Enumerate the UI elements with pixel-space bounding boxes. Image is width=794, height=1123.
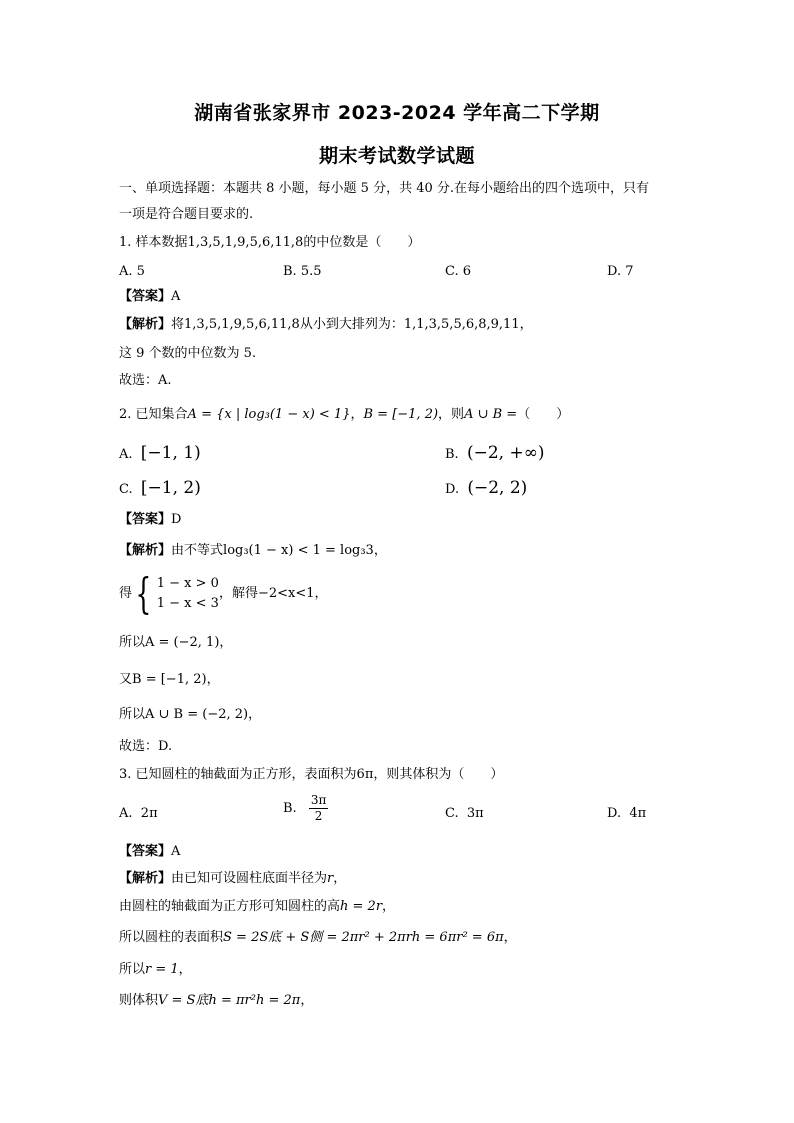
q2-line3-end: ，: [219, 635, 233, 650]
q3-line4-text: 所以: [119, 962, 146, 977]
q2-line4-end: ，: [206, 672, 220, 687]
q3-line2-end: ，: [382, 899, 396, 914]
q3-analysis-line1: [119, 870, 346, 888]
q3-stem-suffix: ，则其体积为（ ）: [373, 767, 504, 782]
exam-title-line1: 湖南省张家界市 2023-2024 学年高二下学期: [194, 102, 600, 124]
q2-line5-math: A ∪ B = (−2, 2): [145, 707, 249, 722]
q3-line4-end: ，: [178, 962, 192, 977]
q2-line5-end: ，: [248, 707, 262, 722]
q3-option-d: [607, 805, 646, 823]
q3-option-a-label: A.: [119, 806, 133, 821]
q2-option-a: [119, 444, 201, 464]
q3-answer: [119, 843, 180, 861]
q2-cases: [157, 574, 219, 614]
q2-line4-math: B = [−1, 2): [132, 672, 207, 687]
q3-line3-math: S = 2S底 + S侧 = 2πr² + 2πrh = 6πr² = 6π: [223, 930, 504, 945]
q3-option-c-value: 3π: [466, 806, 484, 821]
q2-option-d-label: D.: [445, 482, 460, 497]
q2-analysis-math1: log₃(1 − x) < 1 = log₃3: [223, 543, 374, 558]
answer-label: 【答案】: [119, 844, 172, 859]
q3-line3-end: ，: [503, 930, 517, 945]
q1-analysis-text3: ，: [519, 317, 533, 332]
q3-analysis-line5: [119, 992, 313, 1010]
q3-option-a-value: 2π: [140, 806, 158, 821]
analysis-label: 【解析】: [119, 871, 172, 886]
q3-option-a: [119, 805, 158, 823]
q3-option-b: [283, 793, 328, 824]
q2-stem-prefix: 2. 已知集合: [119, 407, 188, 422]
section-heading-line2: 一项是符合题目要求的.: [119, 207, 254, 222]
q2-answer: [119, 511, 181, 529]
q3-option-b-denominator: 2: [314, 809, 323, 823]
q3-stem-math: 6π: [356, 767, 374, 782]
q1-conclusion: 故选：A.: [119, 373, 172, 388]
q3-option-c: [445, 805, 484, 823]
q1-analysis-math1: 1,3,5,1,9,5,6,11,8: [184, 317, 300, 332]
q3-analysis-text1: 由已知可设圆柱底面半径为: [171, 871, 328, 886]
q2-get-suffix-text: ，解得: [218, 586, 258, 601]
q1-option-d: D. 7: [607, 264, 634, 279]
q2-stem: [119, 406, 569, 424]
q2-stem-mid2: ，则: [438, 407, 465, 422]
q3-option-b-fraction: [309, 793, 329, 824]
q3-analysis-line4: [119, 961, 192, 979]
q2-conclusion: 故选：D.: [119, 739, 173, 754]
q3-option-d-value: 4π: [629, 806, 647, 821]
section-heading-line1: 一、单项选择题：本题共 8 小题，每小题 5 分，共 40 分.在每小题给出的四个选项中，只有: [119, 181, 650, 196]
q2-cases-group: [119, 569, 328, 618]
q2-get-suffix-end: ，: [314, 586, 328, 601]
q2-option-b-value: (−2, +∞): [466, 443, 545, 463]
q3-stem: [119, 766, 503, 784]
q1-option-b: B. 5.5: [283, 264, 322, 279]
q2-case2: 1 − x < 3: [156, 596, 219, 611]
q2-stem-mid: ，: [350, 407, 364, 422]
q2-answer-value: D: [171, 512, 182, 527]
q2-option-c: [119, 479, 201, 499]
q2-stem-math: A = {x | log₃(1 − x) < 1}: [187, 407, 351, 422]
q1-stem-prefix: 1. 样本数据: [119, 235, 188, 250]
q3-line5-text: 则体积: [119, 993, 159, 1008]
q1-answer: [119, 288, 180, 306]
q2-option-b: [445, 444, 545, 464]
q2-case1: 1 − x > 0: [156, 576, 219, 591]
q2-line3-math: A = (−2, 1): [145, 635, 220, 650]
q2-option-b-label: B.: [445, 447, 459, 462]
q2-stem-math2: B = [−1, 2): [363, 407, 439, 422]
q3-stem-prefix: 3. 已知圆柱的轴截面为正方形，表面积为: [119, 767, 357, 782]
q2-get-prefix: 得: [119, 586, 133, 601]
q3-line2-text: 由圆柱的轴截面为正方形可知圆柱的高: [119, 899, 341, 914]
q1-option-a: A. 5: [119, 264, 145, 279]
q3-line5-math: V = S底h = πr²h = 2π: [158, 993, 301, 1008]
q1-analysis-text2: 从小到大排列为：: [299, 317, 404, 332]
q3-analysis-line2: [119, 898, 395, 916]
q2-analysis-line1: [119, 542, 387, 560]
q3-answer-value: A: [171, 844, 181, 859]
q2-stem-math3: A ∪ B =: [464, 407, 518, 422]
q3-analysis-text2: ，: [333, 871, 347, 886]
q2-option-a-label: A.: [119, 447, 133, 462]
q1-analysis-line2: 这 9 个数的中位数为 5.: [119, 346, 257, 361]
analysis-label: 【解析】: [119, 543, 172, 558]
q2-option-c-label: C.: [119, 482, 133, 497]
q1-analysis-text1: 将: [171, 317, 185, 332]
q2-analysis-line3: [119, 634, 232, 652]
q1-analysis-math2: 1,1,3,5,5,6,8,9,11: [403, 317, 520, 332]
q2-analysis-line5: [119, 706, 261, 724]
analysis-label: 【解析】: [119, 317, 172, 332]
q3-option-c-label: C.: [445, 806, 459, 821]
brace-symbol: {: [135, 569, 152, 618]
q3-line2-math: h = 2r: [340, 899, 383, 914]
q2-stem-suffix: （ ）: [517, 407, 570, 422]
q2-cases-line: [119, 569, 328, 618]
q2-analysis-line4: [119, 671, 220, 689]
q3-option-b-label: B.: [283, 801, 297, 816]
q3-line5-end: ，: [300, 993, 314, 1008]
q2-option-d-value: (−2, 2): [467, 478, 528, 498]
q1-analysis-line1: [119, 316, 533, 334]
q2-option-a-value: [−1, 1): [140, 443, 201, 463]
q2-line5-text: 所以: [119, 707, 146, 722]
q2-analysis-text2: ，: [373, 543, 387, 558]
q1-stem-suffix: 的中位数是（ ）: [303, 235, 421, 250]
q2-line3-text: 所以: [119, 635, 146, 650]
q2-analysis-text1: 由不等式: [171, 543, 224, 558]
q3-analysis-line3: [119, 929, 517, 947]
q3-option-d-label: D.: [607, 806, 622, 821]
q1-answer-value: A: [171, 289, 181, 304]
q3-option-b-numerator: 3π: [310, 793, 327, 807]
q1-stem-math: 1,3,5,1,9,5,6,11,8: [187, 235, 304, 250]
exam-title-line2: 期末考试数学试题: [318, 145, 475, 167]
q3-line3-text: 所以圆柱的表面积: [119, 930, 224, 945]
q1-stem: [119, 234, 420, 252]
answer-label: 【答案】: [119, 512, 172, 527]
q2-option-c-value: [−1, 2): [140, 478, 201, 498]
answer-label: 【答案】: [119, 289, 172, 304]
q2-get-suffix-math: −2<x<1: [257, 586, 315, 601]
q2-line4-text: 又: [119, 672, 133, 687]
q2-option-d: [445, 479, 527, 499]
q3-analysis-math1: r: [327, 871, 334, 886]
q1-option-c: C. 6: [445, 264, 472, 279]
q3-line4-math: r = 1: [145, 962, 179, 977]
